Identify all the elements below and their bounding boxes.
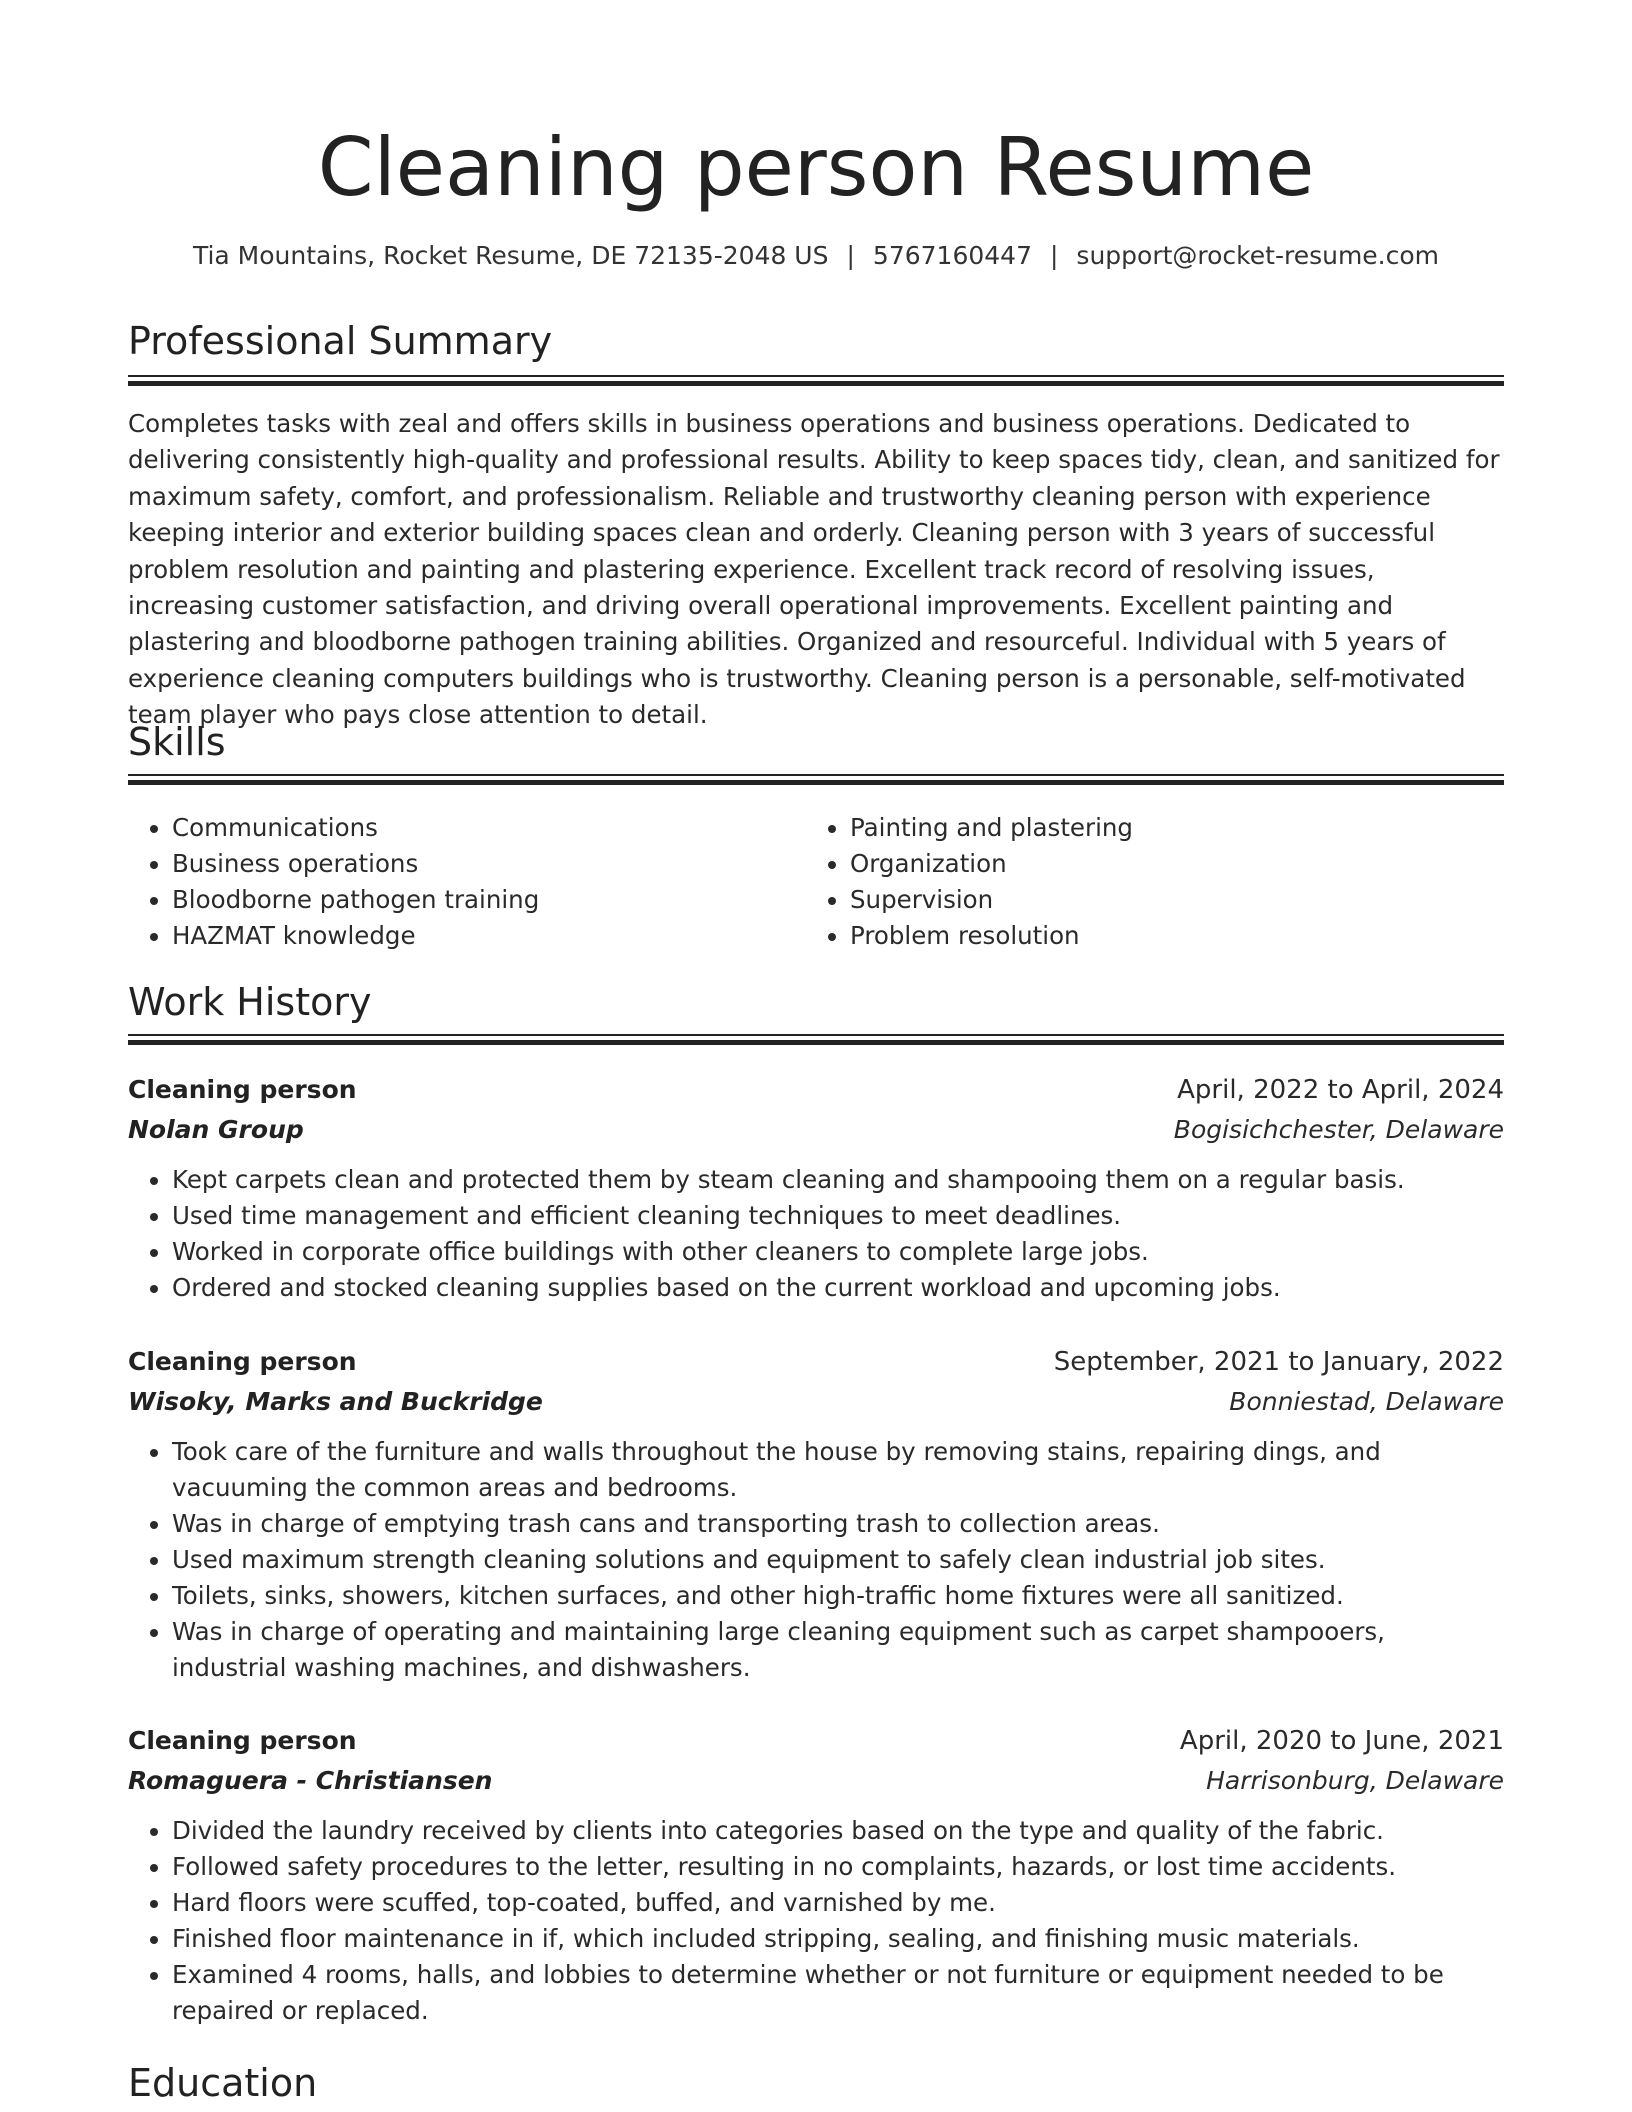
resume-title: Cleaning person Resume xyxy=(317,121,1315,214)
job-bullet: • Was in charge of operating and maintaining large cleaning equipment such as carpet shampooers, industrial washing machines, and dishwashers. xyxy=(172,1614,1504,1686)
skill-item: • Communications xyxy=(172,810,788,846)
job-dates: April, 2022 to April, 2024 xyxy=(1177,1075,1504,1105)
job-bullet: • Followed safety procedures to the letter, resulting in no complaints, hazards, or lost time accidents. xyxy=(172,1849,1504,1885)
job-location: Bonniestad, Delaware xyxy=(1229,1387,1504,1416)
job-bullet: • Examined 4 rooms, halls, and lobbies to determine whether or not furniture or equipment needed to be repaired or replaced. xyxy=(172,1957,1504,2029)
job-bullet: • Ordered and stocked cleaning supplies based on the current workload and upcoming jobs. xyxy=(172,1270,1504,1306)
job-bullet: • Worked in corporate office buildings with other cleaners to complete large jobs. xyxy=(172,1234,1504,1270)
job-bullet: • Used time management and efficient cleaning techniques to meet deadlines. xyxy=(172,1198,1504,1234)
job-title: Cleaning person xyxy=(128,1347,357,1376)
job-bullet: • Took care of the furniture and walls throughout the house by removing stains, repairing dings, and vacuuming the common areas and bedrooms. xyxy=(172,1434,1504,1506)
job-bullet: • Divided the laundry received by clients into categories based on the type and quality of the fabric. xyxy=(172,1813,1504,1849)
job-entry xyxy=(128,1342,1504,1686)
job-bullet: • Used maximum strength cleaning solutions and equipment to safely clean industrial job sites. xyxy=(172,1542,1504,1578)
job-bullet: • Was in charge of emptying trash cans and transporting trash to collection areas. xyxy=(172,1506,1504,1542)
skill-item: • Supervision xyxy=(850,882,1504,918)
summary-text: Completes tasks with zeal and offers skills in business operations and business operations. Dedicated to delivering consistently high-quality and professional results. Ability to keep spaces tidy, clean, and sanitized for maximum safety, comfort, and professionalism. Reliable and trustworthy cleaning person with experience keeping interior and exterior building spaces clean and orderly. Cleaning person with 3 years of successful problem resolution and painting and plastering experience. Excellent track record of resolving issues, increasing customer satisfaction, and driving overall operational improvements. Excellent painting and plastering and bloodborne pathogen training abilities. Organized and resourceful. Individual with 5 years of experience cleaning computers buildings who is trustworthy. Cleaning person is a personable, self-motivated team player who pays close attention to detail. xyxy=(128,409,1500,730)
skill-item: • Problem resolution xyxy=(850,918,1504,954)
job-location: Bogisichchester, Delaware xyxy=(1173,1115,1504,1144)
skills-right-column xyxy=(806,810,1504,954)
job-dates: September, 2021 to January, 2022 xyxy=(1053,1347,1504,1377)
section-divider xyxy=(128,1034,1504,1044)
job-entry xyxy=(128,1070,1504,1306)
skills-left-column xyxy=(128,810,788,954)
skill-item: • Bloodborne pathogen training xyxy=(172,882,788,918)
job-bullet: • Toilets, sinks, showers, kitchen surfaces, and other high-traffic home fixtures were all sanitized. xyxy=(172,1578,1504,1614)
contact-line xyxy=(128,238,1504,274)
work-history-heading: Work History xyxy=(128,980,372,1024)
contact-email: support@rocket-resume.com xyxy=(1076,241,1440,270)
job-bullet: • Hard floors were scuffed, top-coated, buffed, and varnished by me. xyxy=(172,1885,1504,1921)
contact-address: Tia Mountains, Rocket Resume, DE 72135-2048 US xyxy=(192,241,829,270)
contact-phone: 5767160447 xyxy=(872,241,1032,270)
section-divider xyxy=(128,375,1504,385)
summary-heading: Professional Summary xyxy=(128,319,553,363)
job-dates: April, 2020 to June, 2021 xyxy=(1179,1726,1504,1756)
skill-item: • Painting and plastering xyxy=(850,810,1504,846)
contact-separator: | xyxy=(846,241,855,270)
job-title: Cleaning person xyxy=(128,1726,357,1755)
skills-heading: Skills xyxy=(128,720,226,764)
skill-item: • Business operations xyxy=(172,846,788,882)
job-entry xyxy=(128,1721,1504,2029)
job-company: Nolan Group xyxy=(128,1115,304,1144)
job-title: Cleaning person xyxy=(128,1075,357,1104)
job-location: Harrisonburg, Delaware xyxy=(1206,1766,1504,1795)
job-bullet: • Kept carpets clean and protected them by steam cleaning and shampooing them on a regular basis. xyxy=(172,1162,1504,1198)
skill-item: • Organization xyxy=(850,846,1504,882)
education-heading: Education xyxy=(128,2061,318,2105)
job-company: Wisoky, Marks and Buckridge xyxy=(128,1387,543,1416)
job-bullet: • Finished floor maintenance in if, which included stripping, sealing, and finishing music materials. xyxy=(172,1921,1504,1957)
job-company: Romaguera - Christiansen xyxy=(128,1766,493,1795)
contact-separator: | xyxy=(1049,241,1059,270)
skill-item: • HAZMAT knowledge xyxy=(172,918,788,954)
section-divider xyxy=(128,774,1504,784)
